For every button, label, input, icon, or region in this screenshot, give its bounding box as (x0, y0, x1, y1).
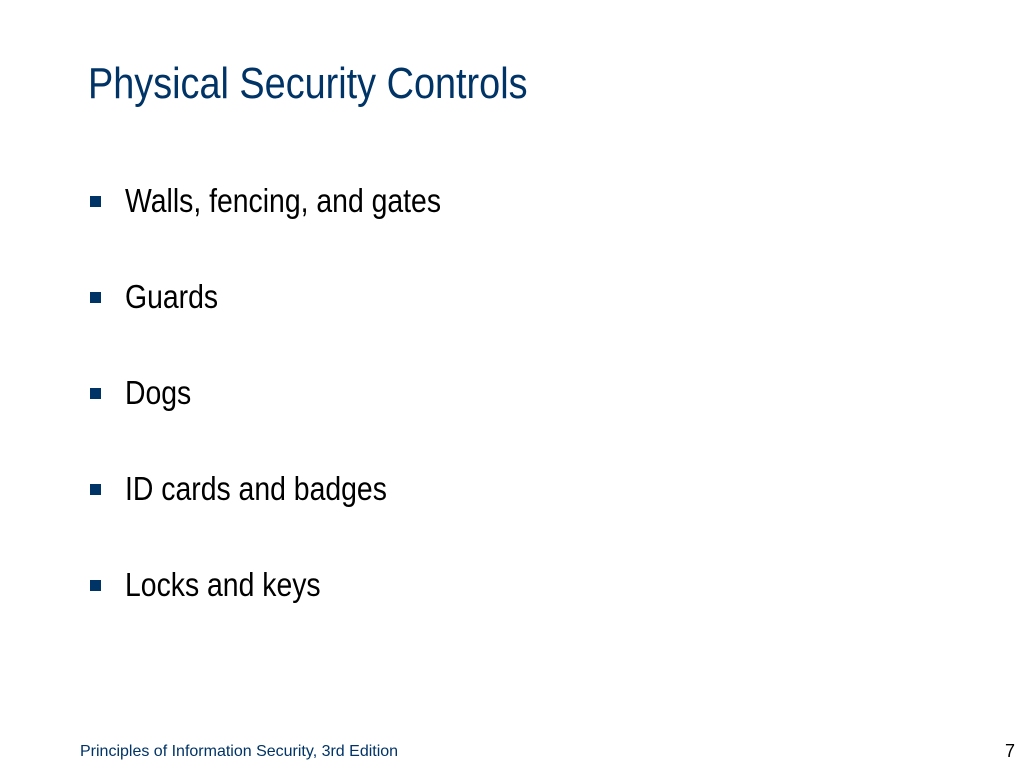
bullet-item (88, 272, 492, 368)
bullet-item (88, 368, 492, 464)
slide-title: Physical Security Controls (88, 59, 528, 108)
square-bullet-icon (90, 580, 101, 591)
square-bullet-icon (90, 196, 101, 207)
square-bullet-icon (90, 484, 101, 495)
square-bullet-icon (90, 292, 101, 303)
bullet-text: Locks and keys (125, 566, 321, 603)
bullet-text: Walls, fencing, and gates (125, 182, 442, 219)
bullet-text: ID cards and badges (125, 470, 387, 507)
bullet-item (88, 560, 492, 656)
bullet-text: Guards (125, 278, 219, 315)
bullet-list (88, 176, 492, 656)
square-bullet-icon (90, 388, 101, 399)
bullet-item (88, 176, 492, 272)
footer-text: Principles of Information Security, 3rd Edition (80, 743, 399, 760)
page-number: 7 (1004, 741, 1015, 761)
bullet-text: Dogs (125, 374, 192, 411)
bullet-item (88, 464, 492, 560)
